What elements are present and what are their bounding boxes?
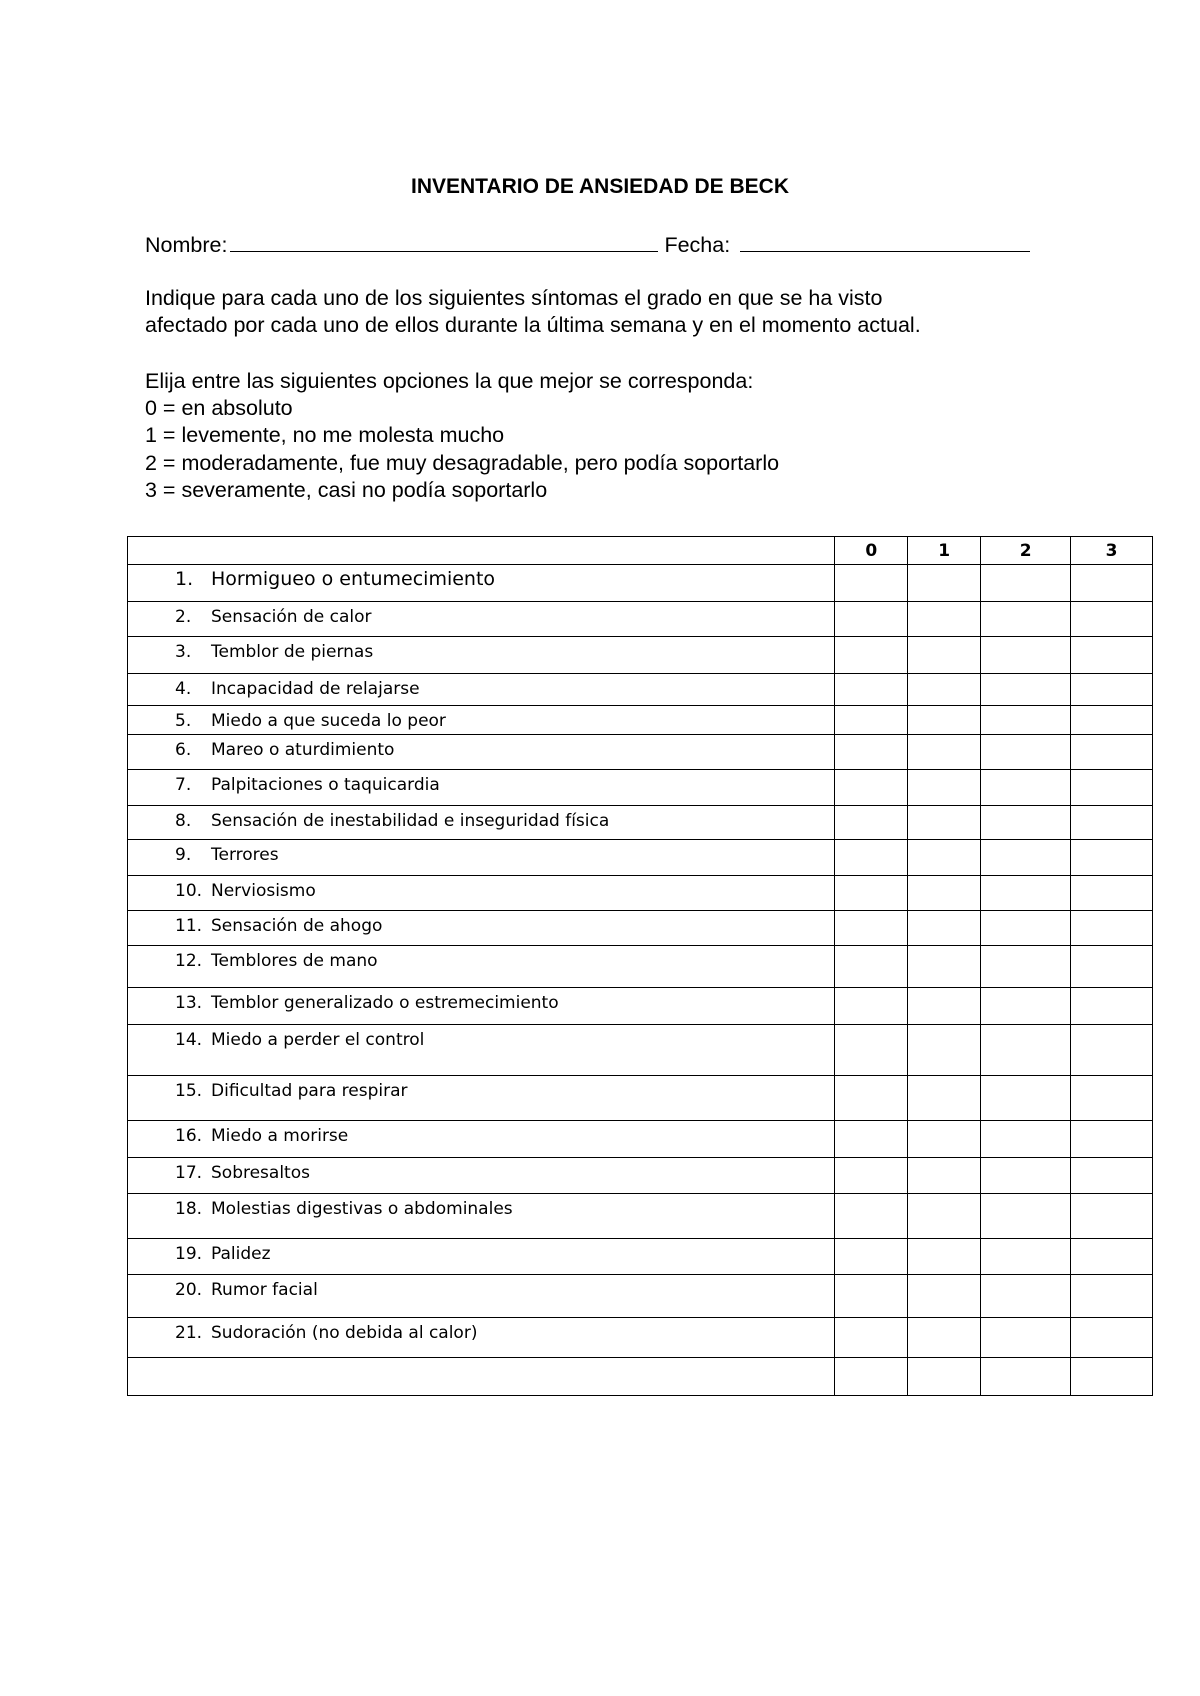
item-number: 14. bbox=[175, 1030, 203, 1050]
option-3: 3 = severamente, casi no podía soportarlo bbox=[145, 478, 548, 502]
item-label: Mareo o aturdimiento bbox=[211, 740, 395, 760]
score-cell-0[interactable] bbox=[835, 706, 908, 735]
symptom-cell bbox=[128, 735, 835, 770]
symptom-cell bbox=[128, 840, 835, 876]
date-field[interactable] bbox=[740, 231, 1030, 252]
score-cell-0[interactable] bbox=[835, 1121, 908, 1158]
symptom-cell bbox=[128, 806, 835, 840]
item-number: 9. bbox=[175, 845, 192, 865]
table-row bbox=[128, 770, 1153, 806]
score-cell-0[interactable] bbox=[835, 602, 908, 637]
score-cell-2[interactable] bbox=[981, 988, 1071, 1025]
score-cell-0[interactable] bbox=[835, 565, 908, 602]
symptom-cell bbox=[128, 602, 835, 637]
score-cell-1[interactable] bbox=[908, 637, 981, 674]
score-cell-0[interactable] bbox=[835, 988, 908, 1025]
item-number: 21. bbox=[175, 1323, 203, 1343]
score-cell-3[interactable] bbox=[1071, 1076, 1153, 1121]
table-row bbox=[128, 1239, 1153, 1275]
score-cell-0[interactable] bbox=[835, 1239, 908, 1275]
score-cell-2[interactable] bbox=[981, 1358, 1071, 1396]
table-row bbox=[128, 1025, 1153, 1076]
symptom-cell bbox=[128, 988, 835, 1025]
item-label: Sudoración (no debida al calor) bbox=[211, 1323, 478, 1343]
score-cell-3[interactable] bbox=[1071, 946, 1153, 988]
item-number: 20. bbox=[175, 1280, 203, 1300]
score-cell-2[interactable] bbox=[981, 1194, 1071, 1239]
symptom-cell bbox=[128, 1275, 835, 1318]
item-number: 16. bbox=[175, 1126, 203, 1146]
score-cell-2[interactable] bbox=[981, 565, 1071, 602]
score-cell-2[interactable] bbox=[981, 1121, 1071, 1158]
score-cell-1[interactable] bbox=[908, 1318, 981, 1358]
item-number: 8. bbox=[175, 811, 192, 831]
option-2: 2 = moderadamente, fue muy desagradable, pero podía soportarlo bbox=[145, 451, 780, 475]
score-cell-3[interactable] bbox=[1071, 674, 1153, 706]
score-cell-2[interactable] bbox=[981, 1076, 1071, 1121]
item-label: Molestias digestivas o abdominales bbox=[211, 1199, 513, 1219]
header-score-3: 3 bbox=[1071, 537, 1153, 565]
score-cell-2[interactable] bbox=[981, 602, 1071, 637]
score-cell-2[interactable] bbox=[981, 911, 1071, 946]
score-cell-1[interactable] bbox=[908, 1194, 981, 1239]
score-cell-0[interactable] bbox=[835, 770, 908, 806]
item-label: Palpitaciones o taquicardia bbox=[211, 775, 440, 795]
score-cell-3[interactable] bbox=[1071, 911, 1153, 946]
option-1: 1 = levemente, no me molesta mucho bbox=[145, 423, 505, 447]
score-cell-3[interactable] bbox=[1071, 1275, 1153, 1318]
symptom-cell bbox=[128, 565, 835, 602]
score-cell-2[interactable] bbox=[981, 840, 1071, 876]
score-cell-2[interactable] bbox=[981, 946, 1071, 988]
table-row bbox=[128, 946, 1153, 988]
item-number: 5. bbox=[175, 711, 192, 731]
item-number: 3. bbox=[175, 642, 192, 662]
table-row bbox=[128, 1076, 1153, 1121]
table-row bbox=[128, 806, 1153, 840]
table-row bbox=[128, 840, 1153, 876]
item-number: 12. bbox=[175, 951, 203, 971]
item-label: Incapacidad de relajarse bbox=[211, 679, 420, 699]
item-number: 10. bbox=[175, 881, 203, 901]
table-row bbox=[128, 674, 1153, 706]
score-cell-1[interactable] bbox=[908, 770, 981, 806]
score-cell-2[interactable] bbox=[981, 876, 1071, 911]
score-cell-3[interactable] bbox=[1071, 988, 1153, 1025]
score-cell-3[interactable] bbox=[1071, 565, 1153, 602]
score-cell-1[interactable] bbox=[908, 674, 981, 706]
score-cell-1[interactable] bbox=[908, 735, 981, 770]
item-label: Palidez bbox=[211, 1244, 271, 1264]
item-number: 1. bbox=[175, 568, 194, 590]
table-row-empty bbox=[128, 1358, 1153, 1396]
score-cell-1[interactable] bbox=[908, 840, 981, 876]
score-cell-1[interactable] bbox=[908, 911, 981, 946]
score-cell-1[interactable] bbox=[908, 876, 981, 911]
score-cell-1[interactable] bbox=[908, 565, 981, 602]
symptom-cell bbox=[128, 637, 835, 674]
table-row bbox=[128, 1318, 1153, 1358]
table-row bbox=[128, 637, 1153, 674]
score-cell-0[interactable] bbox=[835, 637, 908, 674]
instruction-line-1: Indique para cada uno de los siguientes síntomas el grado en que se ha visto bbox=[145, 286, 883, 310]
option-0: 0 = en absoluto bbox=[145, 396, 293, 420]
score-cell-0[interactable] bbox=[835, 1194, 908, 1239]
item-number: 4. bbox=[175, 679, 192, 699]
symptom-cell bbox=[128, 1121, 835, 1158]
item-number: 17. bbox=[175, 1163, 203, 1183]
score-cell-0[interactable] bbox=[835, 1158, 908, 1194]
score-cell-0[interactable] bbox=[835, 946, 908, 988]
score-cell-2[interactable] bbox=[981, 674, 1071, 706]
symptom-cell bbox=[128, 1025, 835, 1076]
item-label: Rumor facial bbox=[211, 1280, 318, 1300]
score-cell-1[interactable] bbox=[908, 1358, 981, 1396]
score-cell-2[interactable] bbox=[981, 1025, 1071, 1076]
table-row bbox=[128, 706, 1153, 735]
score-cell-2[interactable] bbox=[981, 735, 1071, 770]
score-cell-2[interactable] bbox=[981, 1275, 1071, 1318]
item-label: Terrores bbox=[211, 845, 279, 865]
header-blank bbox=[128, 537, 835, 565]
table-row bbox=[128, 911, 1153, 946]
score-cell-3[interactable] bbox=[1071, 1158, 1153, 1194]
symptom-cell bbox=[128, 911, 835, 946]
table-header-row bbox=[128, 537, 1153, 565]
score-cell-2[interactable] bbox=[981, 1239, 1071, 1275]
score-cell-3[interactable] bbox=[1071, 1194, 1153, 1239]
table-row bbox=[128, 988, 1153, 1025]
item-number: 6. bbox=[175, 740, 192, 760]
score-cell-0[interactable] bbox=[835, 735, 908, 770]
score-cell-0[interactable] bbox=[835, 876, 908, 911]
name-field[interactable] bbox=[230, 231, 658, 252]
header-score-1: 1 bbox=[908, 537, 981, 565]
score-cell-3[interactable] bbox=[1071, 637, 1153, 674]
score-cell-1[interactable] bbox=[908, 1158, 981, 1194]
score-cell-1[interactable] bbox=[908, 988, 981, 1025]
item-number: 18. bbox=[175, 1199, 203, 1219]
date-label: Fecha: bbox=[664, 233, 731, 257]
item-label: Sensación de ahogo bbox=[211, 916, 383, 936]
score-cell-0[interactable] bbox=[835, 1025, 908, 1076]
score-cell-3[interactable] bbox=[1071, 706, 1153, 735]
score-cell-0[interactable] bbox=[835, 1275, 908, 1318]
score-cell-1[interactable] bbox=[908, 1076, 981, 1121]
score-cell-3[interactable] bbox=[1071, 602, 1153, 637]
item-label: Sobresaltos bbox=[211, 1163, 310, 1183]
header-score-2: 2 bbox=[981, 537, 1071, 565]
score-cell-1[interactable] bbox=[908, 1239, 981, 1275]
score-cell-2[interactable] bbox=[981, 770, 1071, 806]
item-number: 19. bbox=[175, 1244, 203, 1264]
table-row bbox=[128, 1275, 1153, 1318]
table-row bbox=[128, 735, 1153, 770]
score-cell-1[interactable] bbox=[908, 602, 981, 637]
score-cell-2[interactable] bbox=[981, 706, 1071, 735]
score-cell-1[interactable] bbox=[908, 1275, 981, 1318]
score-cell-0[interactable] bbox=[835, 674, 908, 706]
symptom-cell bbox=[128, 876, 835, 911]
document-title: INVENTARIO DE ANSIEDAD DE BECK bbox=[410, 175, 790, 198]
score-cell-3[interactable] bbox=[1071, 735, 1153, 770]
score-cell-0[interactable] bbox=[835, 1318, 908, 1358]
table-row bbox=[128, 565, 1153, 602]
score-cell-3[interactable] bbox=[1071, 770, 1153, 806]
item-number: 15. bbox=[175, 1081, 203, 1101]
item-number: 13. bbox=[175, 993, 203, 1013]
table-row bbox=[128, 1194, 1153, 1239]
symptom-cell bbox=[128, 706, 835, 735]
name-label: Nombre: bbox=[145, 233, 228, 257]
score-cell-3[interactable] bbox=[1071, 806, 1153, 840]
header-score-0: 0 bbox=[835, 537, 908, 565]
form-fields-row bbox=[145, 231, 1030, 258]
table-row bbox=[128, 1121, 1153, 1158]
score-cell-2[interactable] bbox=[981, 806, 1071, 840]
score-cell-3[interactable] bbox=[1071, 1358, 1153, 1396]
symptom-cell bbox=[128, 770, 835, 806]
item-number: 7. bbox=[175, 775, 192, 795]
symptom-cell bbox=[128, 1358, 835, 1396]
item-label: Nerviosismo bbox=[211, 881, 316, 901]
score-cell-3[interactable] bbox=[1071, 1025, 1153, 1076]
score-cell-1[interactable] bbox=[908, 1025, 981, 1076]
score-cell-3[interactable] bbox=[1071, 1121, 1153, 1158]
symptom-cell bbox=[128, 946, 835, 988]
table-row bbox=[128, 876, 1153, 911]
item-label: Dificultad para respirar bbox=[211, 1081, 408, 1101]
score-cell-1[interactable] bbox=[908, 706, 981, 735]
options-intro: Elija entre las siguientes opciones la que mejor se corresponda: bbox=[145, 369, 754, 393]
item-label: Temblor de piernas bbox=[211, 642, 374, 662]
score-cell-2[interactable] bbox=[981, 1158, 1071, 1194]
item-label: Temblores de mano bbox=[211, 951, 378, 971]
instruction-line-2: afectado por cada uno de ellos durante la última semana y en el momento actual. bbox=[145, 313, 921, 337]
symptom-cell bbox=[128, 1318, 835, 1358]
symptom-cell bbox=[128, 1076, 835, 1121]
score-cell-1[interactable] bbox=[908, 806, 981, 840]
item-label: Temblor generalizado o estremecimiento bbox=[211, 993, 559, 1013]
score-cell-2[interactable] bbox=[981, 1318, 1071, 1358]
score-cell-0[interactable] bbox=[835, 1358, 908, 1396]
symptom-cell bbox=[128, 1158, 835, 1194]
item-label: Hormigueo o entumecimiento bbox=[211, 568, 496, 590]
item-label: Sensación de calor bbox=[211, 607, 372, 627]
score-cell-3[interactable] bbox=[1071, 1318, 1153, 1358]
symptom-cell bbox=[128, 674, 835, 706]
score-cell-3[interactable] bbox=[1071, 840, 1153, 876]
item-label: Miedo a que suceda lo peor bbox=[211, 711, 446, 731]
score-cell-3[interactable] bbox=[1071, 876, 1153, 911]
score-cell-2[interactable] bbox=[981, 637, 1071, 674]
item-label: Miedo a morirse bbox=[211, 1126, 349, 1146]
score-cell-1[interactable] bbox=[908, 1121, 981, 1158]
item-label: Miedo a perder el control bbox=[211, 1030, 425, 1050]
item-number: 2. bbox=[175, 607, 192, 627]
item-label: Sensación de inestabilidad e inseguridad física bbox=[211, 811, 610, 831]
score-cell-0[interactable] bbox=[835, 911, 908, 946]
table-row bbox=[128, 602, 1153, 637]
symptom-cell bbox=[128, 1239, 835, 1275]
table-row bbox=[128, 1158, 1153, 1194]
score-cell-0[interactable] bbox=[835, 1076, 908, 1121]
score-cell-0[interactable] bbox=[835, 840, 908, 876]
symptom-cell bbox=[128, 1194, 835, 1239]
item-number: 11. bbox=[175, 916, 203, 936]
score-cell-3[interactable] bbox=[1071, 1239, 1153, 1275]
score-cell-1[interactable] bbox=[908, 946, 981, 988]
score-cell-0[interactable] bbox=[835, 806, 908, 840]
symptom-table bbox=[127, 536, 1153, 1396]
symptom-rows bbox=[128, 565, 1153, 1396]
